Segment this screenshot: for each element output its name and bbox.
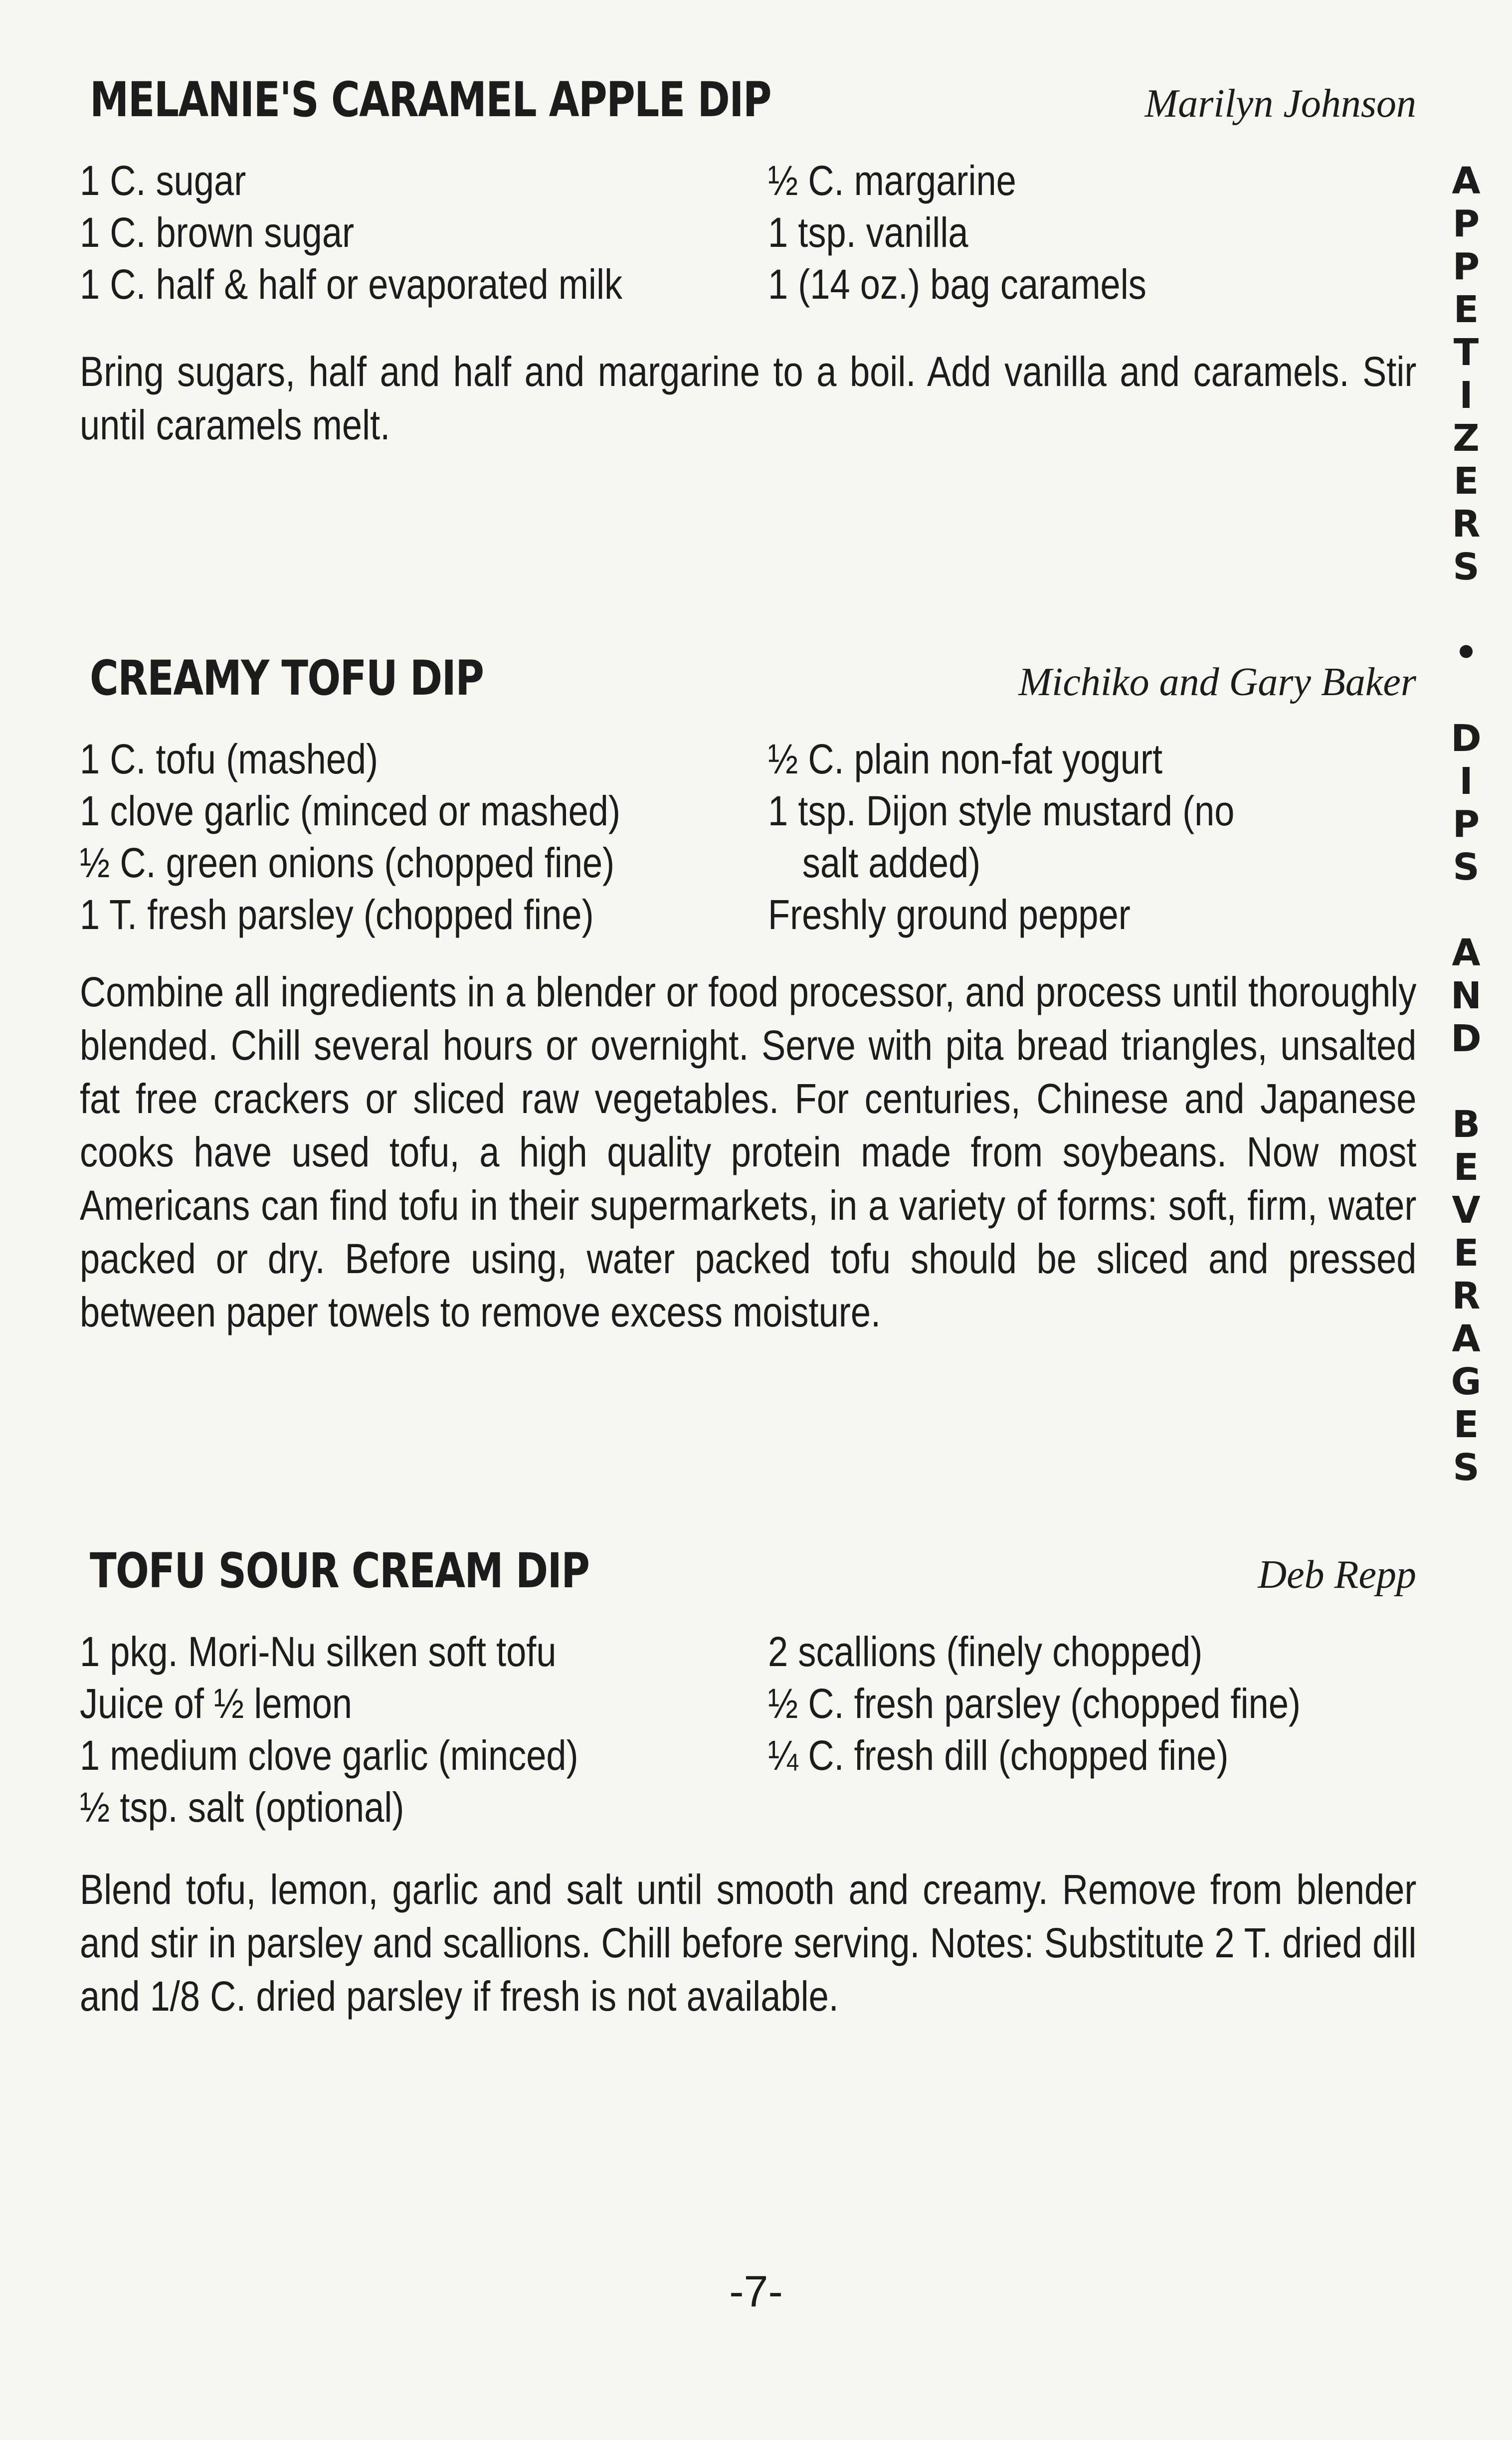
ingredient-column-left	[80, 155, 768, 310]
section-tab-letter: Z	[1453, 417, 1480, 460]
section-tab-gap	[1446, 588, 1486, 631]
ingredient: ½ tsp. salt (optional)	[80, 1784, 404, 1831]
recipe-header	[80, 648, 1416, 723]
ingredient: 1 C. brown sugar	[80, 209, 355, 256]
section-tab-letter: R	[1452, 503, 1481, 546]
ingredient-column-right	[768, 155, 1416, 310]
ingredient-list	[80, 1626, 1416, 1833]
recipe-caramel-apple-dip	[80, 70, 1416, 452]
section-tab-letter: V	[1452, 1189, 1481, 1232]
ingredient: Freshly ground pepper	[768, 891, 1131, 938]
ingredient: ½ C. margarine	[768, 157, 1016, 204]
section-tab-gap	[1446, 1060, 1486, 1103]
section-tab-separator: •	[1454, 631, 1478, 674]
ingredient: 1 tsp. Dijon style mustard (no salt added)	[768, 787, 1245, 886]
recipe-title: CREAMY TOFU DIP	[90, 650, 484, 706]
recipe-header	[80, 70, 1416, 145]
ingredient: ½ C. green onions (chopped fine)	[80, 839, 615, 886]
ingredient: Juice of ½ lemon	[80, 1680, 353, 1727]
ingredient: ½ C. plain non-fat yogurt	[768, 736, 1163, 782]
section-tab-letter: S	[1453, 1446, 1480, 1489]
ingredient-list	[80, 733, 1416, 940]
ingredient: 1 C. sugar	[80, 157, 246, 204]
section-tab-letter: A	[1452, 932, 1481, 974]
recipe-instructions: Bring sugars, half and half and margarine to a boil. Add vanilla and caramels. Stir until caramels melt.	[80, 348, 1417, 448]
ingredient: 1 pkg. Mori-Nu silken soft tofu	[80, 1628, 557, 1675]
ingredient-column-left	[80, 1626, 768, 1833]
section-tab-letter: S	[1453, 846, 1480, 889]
ingredient-column-right	[768, 1626, 1416, 1833]
recipe-author: Michiko and Gary Baker	[1018, 660, 1416, 704]
ingredient: 1 medium clove garlic (minced)	[80, 1732, 578, 1779]
section-tab-letter: R	[1452, 1275, 1481, 1317]
section-tab-letter: P	[1452, 202, 1480, 245]
section-tab-letter: D	[1451, 717, 1482, 760]
section-tab-letter: D	[1451, 1017, 1482, 1060]
recipe-title: TOFU SOUR CREAM DIP	[90, 1543, 589, 1599]
recipe-instructions: Blend tofu, lemon, garlic and salt until smooth and creamy. Remove from blender and stir in parsley and scallions. Chill before serving. Notes: Substitute 2 T. dried dill and 1/8 C. dried parsley if fresh is not available.	[80, 1866, 1417, 2020]
section-tab-letter: T	[1453, 331, 1479, 374]
section-tab-letter: I	[1459, 760, 1473, 803]
page-number: -7-	[729, 2266, 783, 2316]
recipe-instructions: Combine all ingredients in a blender or food processor, and process until thoroughly blended. Chill several hours or overnight. Serve with pita bread triangles, unsalted fat free crackers or sliced raw vegetables. For centuries, Chinese and Japanese cooks have used tofu, a high quality protein made from soybeans. Now most Americans can find tofu in their supermarkets, in a variety of forms: soft, firm, water packed or dry. Before using, water packed tofu should be sliced and pressed between paper towels to remove excess moisture.	[80, 968, 1417, 1335]
ingredient-column-right	[768, 733, 1416, 940]
section-tab-letter: E	[1453, 288, 1479, 331]
section-tab-letter: E	[1453, 1232, 1479, 1275]
section-tab-letter: A	[1452, 1317, 1481, 1360]
ingredient: ¼ C. fresh dill (chopped fine)	[768, 1732, 1229, 1779]
section-tab-letter: I	[1459, 374, 1473, 417]
recipe-author: Deb Repp	[1258, 1553, 1416, 1597]
section-tab-gap	[1446, 889, 1486, 932]
section-tab-letter: E	[1453, 1146, 1479, 1189]
section-tab-letter: N	[1451, 974, 1482, 1017]
ingredient-column-left	[80, 733, 768, 940]
recipe-tofu-sour-cream-dip	[80, 1541, 1416, 2023]
recipe-creamy-tofu-dip	[80, 648, 1416, 1339]
section-tab-letter: E	[1453, 460, 1479, 503]
section-tab-letter: S	[1453, 546, 1480, 588]
ingredient: 2 scallions (finely chopped)	[768, 1628, 1203, 1675]
section-tab-letter: G	[1451, 1360, 1482, 1403]
ingredient: 1 C. half & half or evaporated milk	[80, 261, 623, 308]
ingredient: 1 C. tofu (mashed)	[80, 736, 378, 782]
ingredient: 1 T. fresh parsley (chopped fine)	[80, 891, 594, 938]
section-tab-gap	[1446, 674, 1486, 717]
recipe-title: MELANIE'S CARAMEL APPLE DIP	[90, 72, 771, 128]
section-tab-letter: A	[1452, 160, 1481, 202]
section-tab-letter: P	[1452, 803, 1480, 846]
section-tab-appetizers-dips-beverages	[1446, 160, 1486, 1489]
section-tab-letter: B	[1452, 1103, 1481, 1146]
ingredient: ½ C. fresh parsley (chopped fine)	[768, 1680, 1301, 1727]
recipe-header	[80, 1541, 1416, 1616]
section-tab-letter: P	[1452, 245, 1480, 288]
section-tab-letter: E	[1453, 1403, 1479, 1446]
ingredient: 1 clove garlic (minced or mashed)	[80, 787, 621, 834]
ingredient-list	[80, 155, 1416, 310]
ingredient: 1 (14 oz.) bag caramels	[768, 261, 1146, 308]
ingredient: 1 tsp. vanilla	[768, 209, 968, 256]
recipe-author: Marilyn Johnson	[1144, 82, 1416, 126]
